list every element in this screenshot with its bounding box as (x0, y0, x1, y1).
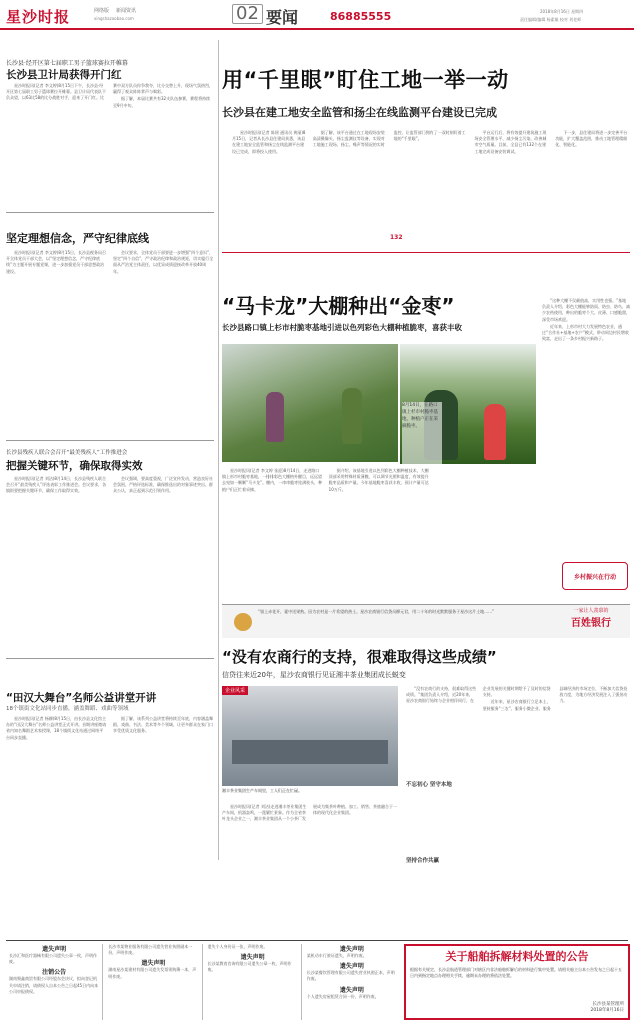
headline: “马卡龙”大棚种出“金枣” (222, 294, 455, 318)
photo-tag: 企业风采 (222, 686, 248, 695)
paragraph: 据了解，本届比赛共有32支队伍参赛，赛程将持续至9月中旬。 (113, 96, 211, 108)
classified-heading: 遗失声明 (339, 946, 364, 953)
classified-col-2 (105, 944, 202, 1020)
leaf-icon (234, 613, 252, 631)
bank-story-intro (222, 604, 630, 638)
issue-date: 2018年8月16日 星期四 (540, 9, 584, 14)
paragraph: 星沙时报讯(记者 李文婷 张迎)8月14日，走进路口镇上杉市村脆枣基地，一排排彩色大棚格外醒目，远远望去宛如一颗颗“马卡龙”。棚内，一串串脆枣挂满枝头，种植户们正忙着采摘。 (222, 468, 323, 492)
left-article-4 (6, 690, 214, 860)
paragraph: 星沙时报讯(记者 刘洁)走进湘丰茶业集团生产车间，机器轰鸣，一派繁忙景象。作为全省茶叶龙头企业之一，湘丰茶业集团从一个小茶厂发展成为集茶叶种植、加工、销售、茶旅融合于一体的现代化企业集团。 (222, 804, 397, 822)
article-body (6, 83, 214, 201)
paragraph: 星沙时报讯(记者 李文婷)8月15日，长沙县税务局召开全体党员干部大会，以“坚定理想信念，严守纪律底线”为主题开展专题党课，进一步加强党员干部思想政治建设。 (6, 250, 107, 274)
subheadline: 信贷往来近20年，星沙农商银行见证湘丰茶业集团成长蜕变 (222, 671, 406, 679)
article-kicker: 长沙县残疾人联合会召开“最美残疾人”工作推进会 (6, 450, 128, 456)
photo-jujube-harvest (222, 344, 398, 462)
divider (6, 212, 214, 213)
paragraph: 会议要求，全体党员干部要进一步增强“四个意识”，坚定“四个自信”，严守政治纪律和政治规矩，切实履行全面从严治党主体责任，以优异成绩迎接改革开放40周年。 (113, 250, 214, 274)
paragraph: 平台运行后，将有效提升建筑施工现场安全管理水平，减少扬尘污染，改善城市空气质量。目前，全县已有132个在建工地完成设备安装调试。 (474, 130, 547, 154)
article-body-side (542, 298, 630, 558)
paragraph: 星沙时报讯(记者 陈瑶 通讯员 黄丽)8月15日，记者从长沙县住建局获悉，该县在建工地安全监管和扬尘在线监测平台建设已完成，即将投入使用。 (232, 130, 306, 154)
subheadline: 长沙县路口镇上杉市村脆枣基地引进以色列彩色大棚种植脆枣，喜获丰收 (222, 323, 462, 332)
side-head: 坚持合作共赢 (406, 858, 440, 864)
classified-col-3 (205, 944, 302, 1020)
article-title: 坚定理想信念，严守纪律底线 (6, 232, 149, 245)
feature-story (222, 262, 630, 602)
subheadline: 长沙县在建工地安全监管和扬尘在线监测平台建设已完成 (222, 106, 497, 119)
section-title: 要闻 (266, 8, 299, 27)
article-title: “田汉大舞台”名师公益讲堂开讲 (6, 692, 157, 704)
public-notice (404, 944, 630, 1020)
intro-text: “银上赤花开，霍中送果熟。因为农村是一片希望的热土。星沙农商银行信贷员柳元君，用二十年的时光默默服务于星沙这片土地……” (258, 609, 495, 614)
paragraph: 近年来，星沙农商银行立足本土，坚持服务“三农”、服务小微企业、服务县域经济的市场定位，不断加大信贷投放力度，为地方经济发展注入了强劲动力。 (482, 686, 628, 711)
lead-story (222, 50, 630, 260)
left-article-2 (6, 230, 214, 400)
classified-text: 长沙市某物业服务有限公司遗失营业执照副本一份，声明作废。 (108, 944, 193, 956)
page-number: 02 (232, 4, 263, 24)
bank-story (222, 640, 630, 940)
article-kicker: 长沙县·经开区第七届职工男子篮球赛拉开帷幕 (6, 60, 128, 67)
editor-credit: 责任编辑/编辑 杨素雄 校对 刘老师 (520, 17, 582, 22)
highlight-number: 132 (390, 234, 403, 241)
classified-col-4 (304, 944, 400, 1020)
notice-date: 2018年8月16日 (590, 1008, 624, 1013)
article-body (222, 804, 398, 932)
hotline: 86885555 (330, 10, 392, 23)
left-article-1 (6, 58, 214, 208)
classified-text: 个人遗失房屋租赁合同一份，声明作废。 (306, 993, 379, 999)
photo-caption: 8月14日，在路口镇上杉市村脆枣基地，种植户正在采摘脆枣。 (402, 402, 442, 466)
classified-heading: 遗失声明 (240, 954, 265, 962)
divider (222, 252, 630, 253)
notice-body: 根据有关规定，长沙县航道管理部门对辖区内非法船舶拆解后的材料进行集中处置。请相关船主自本公告发布之日起十五日内到指定地点办理相关手续，逾期未办理的将依法处置。 (410, 967, 622, 979)
classified-heading: 遗失声明 (141, 960, 166, 968)
paragraph: 下一步，县住建局将进一步完善平台功能，扩大覆盖范围，推动工地管理精细化、智能化。 (555, 130, 628, 148)
article-title: 长沙县卫计局获得开门红 (6, 69, 122, 81)
person-figure (342, 388, 362, 444)
article-subtitle: 18个镇街文化站同步直播，涵盖舞蹈、戏曲等领域 (6, 706, 129, 712)
classified-heading: 遗失声明 (339, 986, 364, 994)
series-banner (556, 607, 626, 637)
paragraph: “没有农商行的支持，很难取得这些成绩。”集团负责人介绍，近20年来，星沙农商银行始终与企业相伴同行，在企业发展的关键时期给予了及时的信贷支持。 (406, 686, 551, 704)
brand-logo: 星沙时报 (6, 8, 71, 26)
photo-tea-factory (222, 686, 398, 786)
article-body (6, 250, 214, 390)
classified-heading: 遗失声明 (339, 963, 364, 971)
divider (6, 940, 628, 941)
classified-text: 长沙某教育咨询有限公司遗失公章一枚，声明作废。 (207, 961, 292, 973)
machine-row (232, 740, 388, 764)
article-body (222, 468, 536, 598)
paragraph: 据了解，该平台通过在工地现场安装高清摄像头、扬尘监测仪等设备，实现对工地施工现场、扬尘、噪声等情况的实时监控，让监管部门拥有了一双时刻盯着工地的“千里眼”。 (312, 130, 466, 148)
side-head: 不忘初心 坚守本地 (406, 782, 452, 788)
classified-text: 遗失个人身份证一张，声明作废。 (207, 944, 268, 949)
classified-text: 湖南星沙某建材有限公司遗失发票领购簿一本，声明作废。 (108, 967, 197, 979)
classified-text: 湖南聚鑫商贸有限公司经股东会决议，拟向登记机关申请注销，请债权人自本公告之日起45日内向本公司申报债权。 (9, 976, 99, 994)
logo-sub: 网络版 (94, 8, 110, 14)
divider (6, 658, 214, 659)
paragraph: 星沙时报讯(记者 杨柳)8月15日，由长沙县文化馆主办的“田汉大舞台”名师公益讲堂正式开讲。首期讲座邀请省内知名舞蹈艺术家授课，18个镇街文化站通过网络平台同步直播。 (6, 716, 107, 740)
classified-text: 长沙汇和医疗器械有限公司遗失公章一枚，声明作废。 (9, 953, 97, 965)
article-title: 把握关键环节，确保取得实效 (6, 460, 143, 472)
paragraph: 近年来，上杉市村大力发展特色农业，通过“合作社+基地+农户”模式，带动周边村民增收致富，走出了一条乡村振兴新路子。 (542, 323, 629, 342)
banner-label: 一家让人羡慕的 (573, 608, 609, 614)
paragraph: 会议强调，要高度重视，广泛宣传发动，营造良好社会氛围，严格评选标准，确保推选出的对象事迹突出、群众公认，真正起到示范引领作用。 (113, 476, 213, 494)
rural-revitalization-badge (562, 562, 628, 590)
paragraph: 据了解，该系列公益讲堂将持续至年底，内容涵盖舞蹈、戏曲、书法、美术等多个领域，让更多群众在家门口享受优质文化服务。 (113, 716, 213, 734)
article-body-side (406, 686, 630, 932)
left-article-3 (6, 448, 214, 658)
badge-text: 乡村振兴在行动 (573, 573, 616, 581)
classifieds (6, 944, 400, 1020)
paragraph: “这种大棚不仅颜值高，实用性也强。”基地负责人介绍，彩色大棚能够防雨、防虫、防鸟，减少农药使用，种出的脆枣个大、皮薄、口感脆甜，深受市场欢迎。 (542, 298, 630, 322)
classified-heading: 注销公告 (42, 969, 67, 977)
logo-url: xingshazaobao.com (94, 16, 134, 21)
person-figure (266, 392, 284, 442)
article-body (6, 476, 214, 656)
notice-title: 关于船舶拆解材料处置的公告 (445, 950, 589, 963)
banner-title: 百姓银行 (571, 618, 611, 629)
headline: “没有农商行的支持，很难取得这些成绩” (222, 648, 497, 666)
article-body (232, 130, 630, 256)
paragraph: 星沙时报讯(记者 李文婷)8月15日下午，长沙县·经开区第七届职工男子篮球赛拉开帷幕。县卫计局代表队不负众望，以63比58的比分战胜对手，迎来了开门红。比赛中双方队员你争我夺，比分交替上升，现场气氛热烈，赢得了观众阵阵掌声与喝彩。 (6, 83, 213, 101)
classified-heading: 遗失声明 (42, 946, 67, 953)
masthead (0, 0, 634, 30)
article-body (6, 716, 214, 856)
column-divider (218, 40, 219, 860)
classified-text: 某机动车行驶证遗失，声明作废。 (306, 953, 367, 958)
notice-signature: 长沙县某管理所 (592, 1002, 624, 1007)
person-figure (484, 404, 506, 460)
paragraph: 星沙时报讯(记者 刘洁)8月14日，长沙县残疾人联合会召开“最美残疾人”评选表彰工作推进会。会议要求，各镇街要把握关键环节，确保工作取得实效。 (6, 476, 107, 494)
paragraph: 据介绍，该基地引进以色列彩色大棚种植技术，大棚顶部采用特殊材质薄膜，可以调节光照和温度，有效提升脆枣品质和产量。今年基地脆枣喜获丰收，预计产量可达10万斤。 (328, 468, 429, 492)
headline: 用“千里眼”盯住工地一举一动 (222, 68, 509, 92)
logo-sub2: 新闻资讯 (116, 8, 137, 14)
divider (6, 440, 214, 441)
photo-caption: 湘丰茶业集团生产车间里，工人们正在忙碌。 (222, 788, 302, 793)
classified-col-1 (6, 944, 103, 1020)
classified-text: 长沙某餐饮管理有限公司遗失营业执照正本，声明作废。 (306, 970, 395, 982)
